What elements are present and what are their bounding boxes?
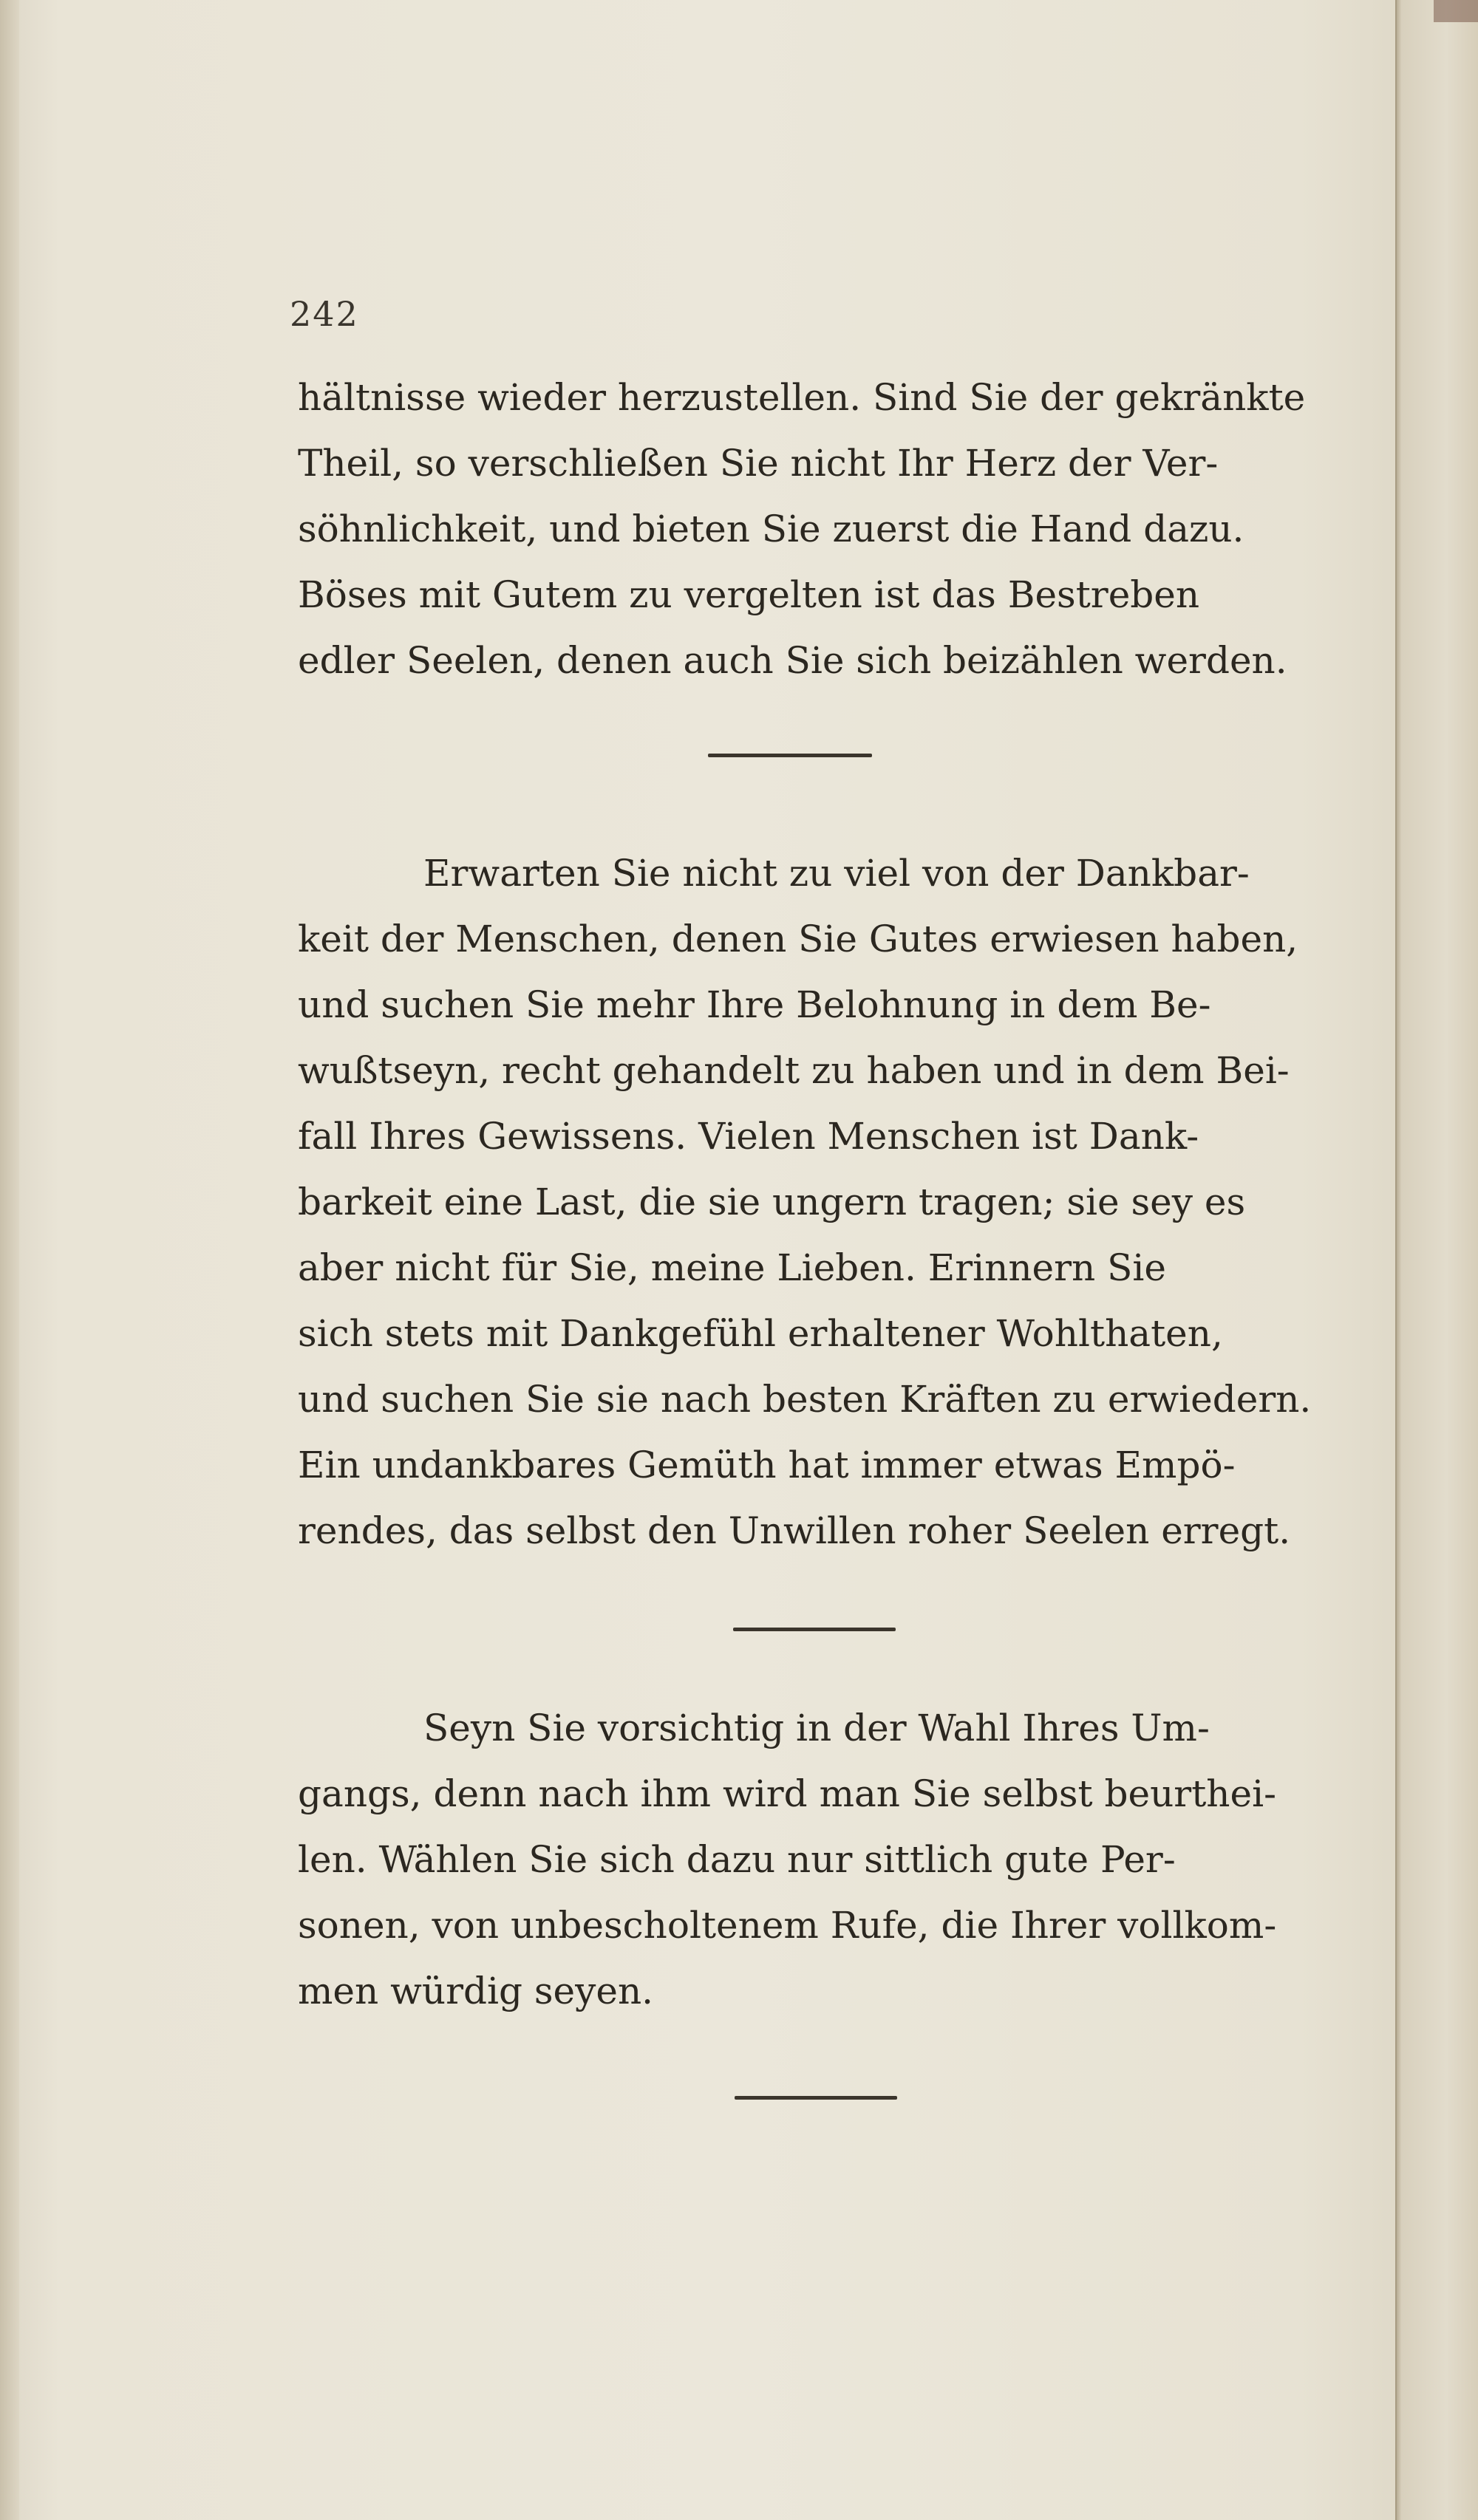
page-number: 242 bbox=[290, 294, 359, 334]
text-line: rendes, das selbst den Unwillen roher Seelen erregt. bbox=[298, 1509, 1291, 1552]
section-divider bbox=[708, 754, 872, 757]
text-line: fall Ihres Gewissens. Vielen Menschen ist Dank- bbox=[298, 1115, 1199, 1158]
text-line: und suchen Sie mehr Ihre Belohnung in dem Be- bbox=[298, 983, 1211, 1026]
text-line: Erwarten Sie nicht zu viel von der Dankbar- bbox=[423, 852, 1250, 895]
page-gutter bbox=[0, 0, 19, 2520]
text-line: Ein undankbares Gemüth hat immer etwas Empö- bbox=[298, 1444, 1236, 1486]
text-line: söhnlichkeit, und bieten Sie zuerst die Hand dazu. bbox=[298, 508, 1244, 550]
paragraph-3 bbox=[298, 1696, 1318, 2024]
text-line: Böses mit Gutem zu vergelten ist das Bestreben bbox=[298, 573, 1200, 616]
facing-page-edge bbox=[1395, 0, 1478, 2520]
text-line: aber nicht für Sie, meine Lieben. Erinnern Sie bbox=[298, 1246, 1166, 1289]
text-line: Seyn Sie vorsichtig in der Wahl Ihres Um- bbox=[423, 1707, 1210, 1749]
text-line: len. Wählen Sie sich dazu nur sittlich gute Per- bbox=[298, 1838, 1176, 1881]
text-line: wußtseyn, recht gehandelt zu haben und in dem Bei- bbox=[298, 1049, 1290, 1092]
text-line: sich stets mit Dankgefühl erhaltener Wohlthaten, bbox=[298, 1312, 1223, 1355]
paragraph-2 bbox=[298, 841, 1318, 1564]
text-line: edler Seelen, denen auch Sie sich beizählen werden. bbox=[298, 639, 1287, 682]
section-divider bbox=[733, 1628, 896, 1631]
paragraph-1 bbox=[298, 365, 1318, 694]
text-line: gangs, denn nach ihm wird man Sie selbst beurthei- bbox=[298, 1772, 1276, 1815]
section-divider bbox=[735, 2096, 897, 2100]
text-line: men würdig seyen. bbox=[298, 1970, 654, 2012]
text-line: sonen, von unbescholtenem Rufe, die Ihrer vollkom- bbox=[298, 1904, 1277, 1947]
corner-stain bbox=[1434, 0, 1478, 22]
text-line: Theil, so verschließen Sie nicht Ihr Herz der Ver- bbox=[298, 442, 1219, 485]
text-line: hältnisse wieder herzustellen. Sind Sie der gekränkte bbox=[298, 376, 1306, 419]
text-line: barkeit eine Last, die sie ungern tragen; sie sey es bbox=[298, 1181, 1246, 1223]
text-line: keit der Menschen, denen Sie Gutes erwiesen haben, bbox=[298, 918, 1298, 960]
text-line: und suchen Sie sie nach besten Kräften zu erwiedern. bbox=[298, 1378, 1312, 1421]
